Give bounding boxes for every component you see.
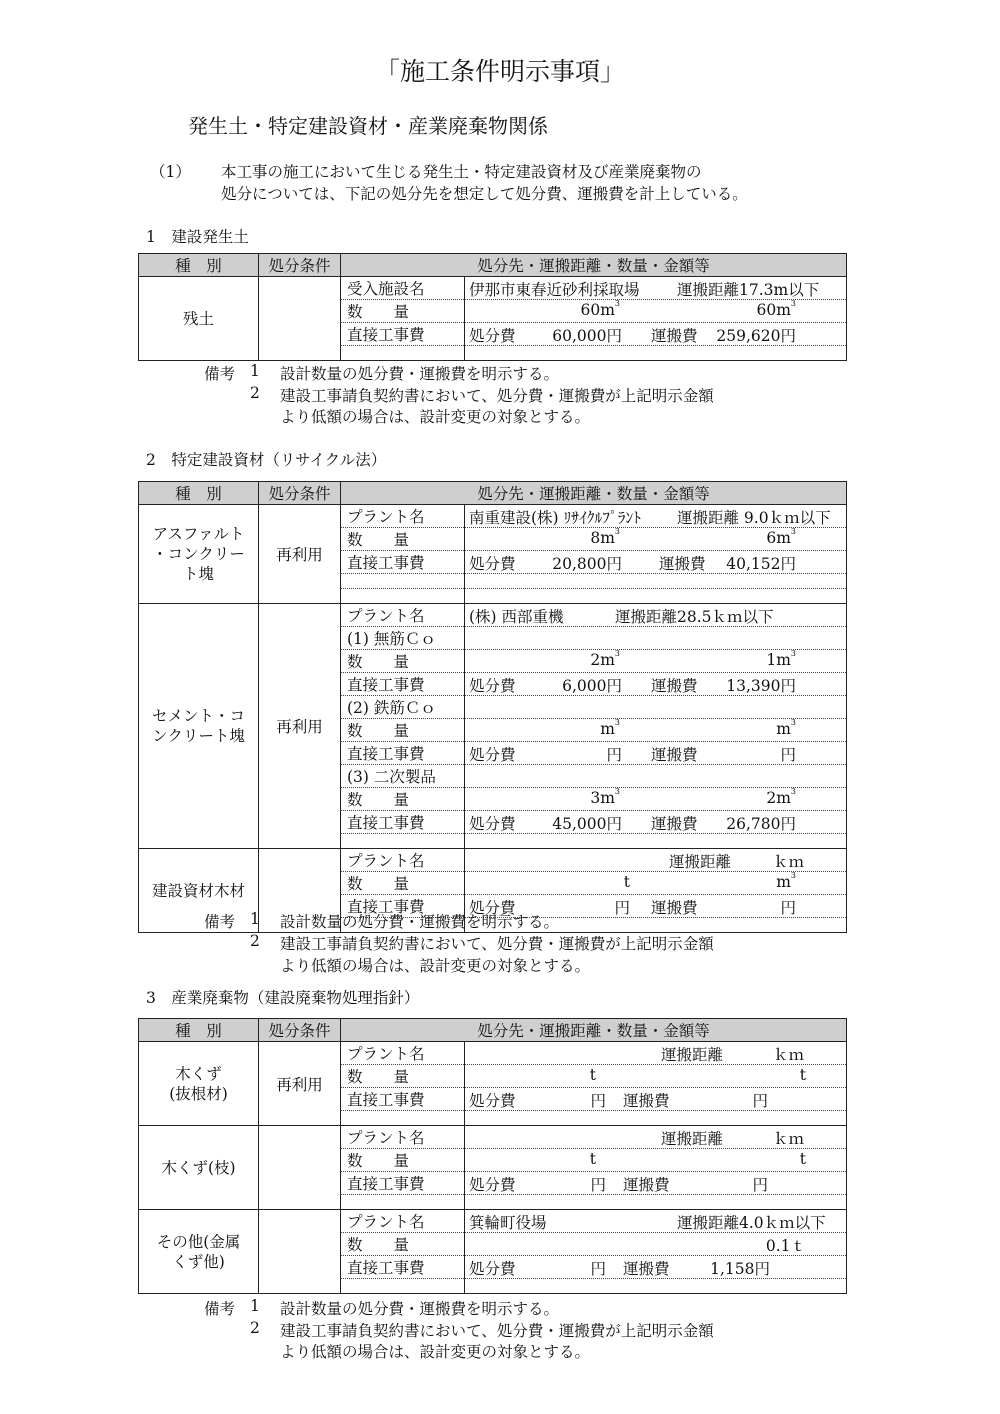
kind-other-metal: その他(金属 くず他): [139, 1210, 259, 1294]
quantity-label: 数 量: [341, 1065, 465, 1088]
plant-label: プラント名: [341, 849, 465, 872]
blank-value: [465, 627, 847, 650]
note-1-num: 1: [250, 362, 260, 380]
quantity-value: [465, 650, 847, 673]
blank-value: [465, 1279, 847, 1294]
cost-label: 直接工事費: [341, 673, 465, 696]
cost-value: [465, 551, 847, 574]
blank-label: [341, 589, 465, 604]
plant-name: 箕輪町役場: [469, 1214, 547, 1232]
km-unit: ｋｍ: [773, 1046, 805, 1064]
transport-amount: 40,152円: [726, 555, 797, 573]
transport-amount: 26,780円: [726, 815, 797, 833]
condition-root-wood: 再利用: [259, 1042, 341, 1126]
disposal-yen: 円: [614, 899, 631, 917]
header-destination: 処分先・運搬距離・数量・金額等: [341, 254, 847, 277]
cost-value: [465, 1088, 847, 1111]
table-construction-soil: [138, 253, 847, 361]
m3-unit: $m^3$: [776, 871, 797, 891]
blank-value: [465, 1195, 847, 1210]
note-2-text-a: 建設工事請負契約書において、処分費・運搬費が上記明示金額: [280, 1322, 714, 1340]
note-2-text-b: より低額の場合は、設計変更の対象とする。: [280, 1343, 591, 1361]
header-kind: 種 別: [139, 1019, 259, 1042]
quantity-label: 数 量: [341, 1149, 465, 1172]
plant-label: プラント名: [341, 604, 465, 627]
transport-qty: $1m^3$: [766, 649, 797, 669]
transport-amount: 13,390円: [726, 677, 797, 695]
cost-label: 直接工事費: [341, 1088, 465, 1111]
ton-unit: t: [589, 1150, 597, 1168]
quantity-label: 数 量: [341, 528, 465, 551]
kind-root-wood: 木くず (抜根材): [139, 1042, 259, 1126]
transport-label: 運搬費: [659, 555, 706, 573]
blank-value: [465, 346, 847, 361]
cost-label: 直接工事費: [341, 1172, 465, 1195]
design-qty: $60m^3$: [580, 299, 621, 319]
kind-cement: セメント・コ ンクリート塊: [139, 604, 259, 849]
note-2-text-b: より低額の場合は、設計変更の対象とする。: [280, 408, 591, 426]
note-1-text: 設計数量の処分費・運搬費を明示する。: [280, 913, 560, 931]
transport-label: 運搬費: [651, 677, 698, 695]
transport-qty: $2m^3$: [766, 787, 797, 807]
transport-qty: $m^3$: [776, 718, 797, 738]
transport-yen: 円: [752, 1092, 769, 1110]
blank-label: [341, 834, 465, 849]
disposal-yen: 円: [590, 1092, 607, 1110]
ton-unit: t: [623, 873, 631, 891]
header-condition: 処分条件: [259, 1019, 341, 1042]
blank-label: [341, 1195, 465, 1210]
disposal-label: 処分費: [469, 327, 516, 345]
disposal-label: 処分費: [469, 1260, 516, 1278]
blank-label: [341, 574, 465, 589]
cost-label: 直接工事費: [341, 323, 465, 346]
note-2-num: 2: [250, 1319, 260, 1337]
transport-label: 運搬費: [651, 746, 698, 764]
disposal-amount: 60,000円: [552, 327, 623, 345]
plant-label: プラント名: [341, 1210, 465, 1233]
condition-other-metal: [259, 1210, 341, 1294]
disposal-amount: 45,000円: [552, 815, 623, 833]
table-specified-materials: [138, 481, 847, 933]
distance-value: 運搬距離 9.0ｋｍ以下: [677, 509, 831, 527]
plant-value: [465, 849, 847, 872]
disposal-yen: 円: [590, 1260, 607, 1278]
plant-label: プラント名: [341, 1042, 465, 1065]
subcategory-reinforced-concrete: (2) 鉄筋Ｃｏ: [341, 696, 465, 719]
header-destination: 処分先・運搬距離・数量・金額等: [341, 482, 847, 505]
condition-branch-wood: [259, 1126, 341, 1210]
condition-asphalt: 再利用: [259, 505, 341, 604]
cost-value: [465, 1256, 847, 1279]
design-qty: $3m^3$: [590, 787, 621, 807]
kind-cell: 残土: [139, 277, 259, 361]
note-1-num: 1: [250, 910, 260, 928]
cost-value: [465, 323, 847, 346]
transport-label: 運搬費: [651, 899, 698, 917]
cost-label: 直接工事費: [341, 742, 465, 765]
header-kind: 種 別: [139, 482, 259, 505]
quantity-value: [465, 1149, 847, 1172]
cost-value: [465, 742, 847, 765]
disposal-label: 処分費: [469, 1176, 516, 1194]
section-1-heading: 1 建設発生土: [146, 228, 249, 246]
facility-name: 伊那市東春近砂利採取場: [469, 281, 640, 299]
distance-label: 運搬距離: [661, 1130, 724, 1148]
facility-value: [465, 277, 847, 300]
blank-label: [341, 1279, 465, 1294]
disposal-amount: 6,000円: [562, 677, 623, 695]
disposal-label: 処分費: [469, 899, 516, 917]
cost-value: [465, 673, 847, 696]
note-1-text: 設計数量の処分費・運搬費を明示する。: [280, 1300, 560, 1318]
blank-value: [465, 834, 847, 849]
blank-value: [465, 574, 847, 589]
intro-line-1: 本工事の施工において生じる発生土・特定建設資材及び産業廃棄物の: [221, 163, 702, 181]
distance-value: 運搬距離4.0ｋｍ以下: [677, 1214, 826, 1232]
km-unit: ｋｍ: [773, 1130, 805, 1148]
header-destination: 処分先・運搬距離・数量・金額等: [341, 1019, 847, 1042]
header-kind: 種 別: [139, 254, 259, 277]
distance-value: 運搬距離28.5ｋｍ以下: [615, 608, 774, 626]
note-1-head: 備考: [204, 365, 236, 383]
km-unit: ｋｍ: [773, 853, 805, 871]
plant-value: [465, 1042, 847, 1065]
disposal-amount: 20,800円: [552, 555, 623, 573]
plant-name: (株) 西部重機: [469, 608, 564, 626]
document-title: 「施工条件明示事項」: [374, 57, 625, 86]
note-2-num: 2: [250, 384, 260, 402]
plant-value: [465, 1210, 847, 1233]
section-3-heading: 3 産業廃棄物（建設廃棄物処理指針）: [146, 989, 420, 1007]
design-qty: $8m^3$: [590, 527, 621, 547]
transport-label: 運搬費: [651, 815, 698, 833]
transport-qty: $6m^3$: [766, 527, 797, 547]
cost-label: 直接工事費: [341, 895, 465, 918]
subcategory-plain-concrete: (1) 無筋Ｃｏ: [341, 627, 465, 650]
blank-value: [465, 1111, 847, 1126]
note-1-head: 備考: [204, 1300, 236, 1318]
note-2-text-a: 建設工事請負契約書において、処分費・運搬費が上記明示金額: [280, 935, 714, 953]
subcategory-secondary-products: (3) 二次製品: [341, 765, 465, 788]
note-1-text: 設計数量の処分費・運搬費を明示する。: [280, 365, 560, 383]
disposal-label: 処分費: [469, 815, 516, 833]
disposal-label: 処分費: [469, 677, 516, 695]
transport-label: 運搬費: [623, 1260, 670, 1278]
quantity-label: 数 量: [341, 872, 465, 895]
quantity-amount: 0.1ｔ: [765, 1237, 807, 1255]
disposal-label: 処分費: [469, 746, 516, 764]
section-2-heading: 2 特定建設資材（リサイクル法）: [146, 451, 387, 469]
blank-value: [465, 696, 847, 719]
intro-line-2: 処分については、下記の処分先を想定して処分費、運搬費を計上している。: [221, 185, 748, 203]
quantity-label: 数 量: [341, 788, 465, 811]
plant-value: [465, 604, 847, 627]
note-1-head: 備考: [204, 913, 236, 931]
ton-unit: t: [799, 1066, 807, 1084]
blank-label: [341, 346, 465, 361]
document-subtitle: 発生土・特定建設資材・産業廃棄物関係: [188, 114, 548, 138]
note-2-text-a: 建設工事請負契約書において、処分費・運搬費が上記明示金額: [280, 387, 714, 405]
note-2-num: 2: [250, 932, 260, 950]
quantity-value: [465, 719, 847, 742]
kind-branch-wood: 木くず(枝): [139, 1126, 259, 1210]
disposal-yen: 円: [606, 746, 623, 764]
note-2-text-b: より低額の場合は、設計変更の対象とする。: [280, 957, 591, 975]
quantity-value: [465, 872, 847, 895]
design-qty: $2m^3$: [590, 649, 621, 669]
distance-value: 運搬距離17.3m以下: [677, 281, 820, 299]
plant-label: プラント名: [341, 1126, 465, 1149]
intro-number: （1）: [150, 163, 191, 181]
plant-value: [465, 505, 847, 528]
header-condition: 処分条件: [259, 254, 341, 277]
blank-label: [341, 1111, 465, 1126]
cost-value: [465, 1172, 847, 1195]
transport-label: 運搬費: [651, 327, 698, 345]
cost-value: [465, 811, 847, 834]
quantity-value: [465, 788, 847, 811]
distance-label: 運搬距離: [669, 853, 732, 871]
blank-value: [465, 589, 847, 604]
plant-label: プラント名: [341, 505, 465, 528]
plant-name: 南重建設(株) ﾘｻｲｸﾙﾌﾟﾗﾝﾄ: [469, 509, 642, 527]
kind-wood: 建設資材木材: [139, 849, 259, 933]
transport-yen: 円: [752, 1176, 769, 1194]
disposal-yen: 円: [590, 1176, 607, 1194]
kind-asphalt: アスファルト ・コンクリー ト塊: [139, 505, 259, 604]
quantity-label: 数 量: [341, 719, 465, 742]
note-1-num: 1: [250, 1297, 260, 1315]
transport-qty: $60m^3$: [756, 299, 797, 319]
quantity-label: 数 量: [341, 650, 465, 673]
design-qty: $m^3$: [600, 718, 621, 738]
condition-cement: 再利用: [259, 604, 341, 849]
quantity-label: 数 量: [341, 1233, 465, 1256]
quantity-value: [465, 1065, 847, 1088]
quantity-value: [465, 300, 847, 323]
cost-label: 直接工事費: [341, 811, 465, 834]
distance-label: 運搬距離: [661, 1046, 724, 1064]
ton-unit: t: [799, 1150, 807, 1168]
facility-label: 受入施設名: [341, 277, 465, 300]
plant-value: [465, 1126, 847, 1149]
transport-label: 運搬費: [623, 1176, 670, 1194]
disposal-label: 処分費: [469, 555, 516, 573]
quantity-value: [465, 1233, 847, 1256]
transport-yen: 円: [780, 746, 797, 764]
ton-unit: t: [589, 1066, 597, 1084]
cost-label: 直接工事費: [341, 551, 465, 574]
condition-cell: [259, 277, 341, 361]
cost-label: 直接工事費: [341, 1256, 465, 1279]
quantity-value: [465, 528, 847, 551]
blank-value: [465, 765, 847, 788]
transport-yen: 円: [780, 899, 797, 917]
quantity-label: 数 量: [341, 300, 465, 323]
header-condition: 処分条件: [259, 482, 341, 505]
disposal-label: 処分費: [469, 1092, 516, 1110]
table-industrial-waste: [138, 1018, 847, 1294]
transport-label: 運搬費: [623, 1092, 670, 1110]
transport-amount: 1,158円: [710, 1260, 771, 1278]
transport-amount: 259,620円: [716, 327, 797, 345]
